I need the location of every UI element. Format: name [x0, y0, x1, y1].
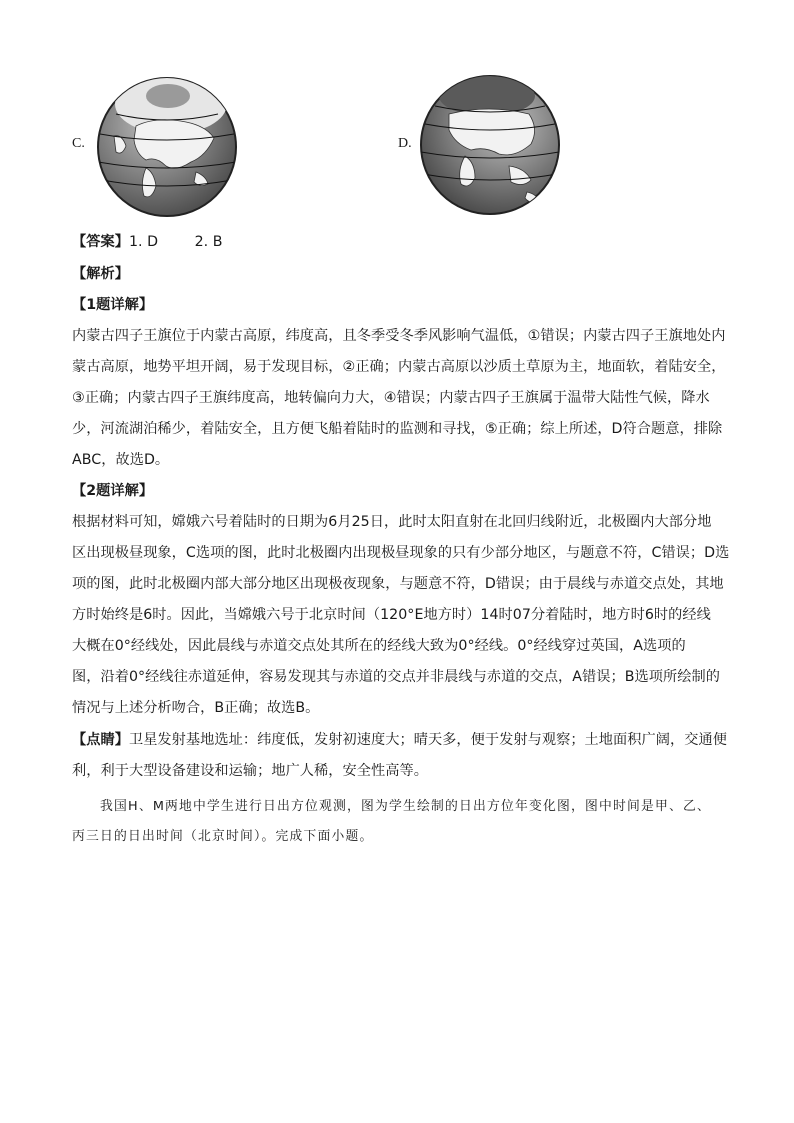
q1-line-1: 内蒙古四子王旗位于内蒙古高原，纬度高，且冬季受冬季风影响气温低，①错误；内蒙古四子王旗地处内	[72, 328, 726, 344]
q2-line-4: 方时始终是6时。因此，当嫦娥六号于北京时间（120°E地方时）14时07分着陆时，地方时6时的经线	[72, 607, 711, 623]
answer-line	[72, 232, 223, 252]
q2-line-5: 大概在0°经线处，因此晨线与赤道交点处其所在的经线大致为0°经线。0°经线穿过英国，A选项的	[72, 638, 686, 654]
q2-line-2: 区出现极昼现象，C选项的图，此时北极圈内出现极昼现象的只有少部分地区，与题意不符，C错误；D选	[72, 545, 730, 561]
analysis-heading: 【解析】	[72, 266, 129, 282]
intro-line-2: 丙三日的日出时间（北京时间）。完成下面小题。	[72, 829, 374, 844]
q1-line-5: ABC，故选D。	[72, 452, 170, 468]
answer-text: 1. D 2. B	[128, 234, 223, 250]
dianjing-tag: 【点睛】	[72, 732, 129, 748]
option-d-label: D.	[398, 136, 412, 151]
q1-line-2: 蒙古高原，地势平坦开阔，易于发现目标，②正确；内蒙古高原以沙质土草原为主，地面软，着陆安全，	[72, 359, 726, 375]
globe-d-image	[419, 74, 561, 216]
q2-line-1: 根据材料可知，嫦娥六号着陆时的日期为6月25日，此时太阳直射在北回归线附近，北极圈内大部分地	[72, 514, 712, 530]
q2-line-6: 图，沿着0°经线往赤道延伸，容易发现其与赤道的交点并非晨线与赤道的交点，A错误；B选项所绘制的	[72, 669, 720, 685]
q2-line-3: 项的图，此时北极圈内部大部分地区出现极夜现象，与题意不符，D错误；由于晨线与赤道交点处，其地	[72, 576, 724, 592]
q1-heading: 【1题详解】	[72, 297, 154, 313]
option-c-label: C.	[72, 136, 85, 151]
globe-c-image	[96, 76, 238, 218]
q2-heading: 【2题详解】	[72, 483, 154, 499]
answer-tag: 【答案】	[72, 234, 129, 250]
dianjing-line-2: 利，利于大型设备建设和运输；地广人稀，安全性高等。	[72, 763, 428, 779]
dianjing-text-1: 卫星发射基地选址：纬度低，发射初速度大；晴天多，便于发射与观察；土地面积广阔，交通便	[128, 732, 727, 748]
q1-line-3: ③正确；内蒙古四子王旗纬度高，地转偏向力大，④错误；内蒙古四子王旗属于温带大陆性气候，降水	[72, 390, 710, 406]
q2-line-7: 情况与上述分析吻合，B正确；故选B。	[72, 700, 320, 716]
q1-line-4: 少，河流湖泊稀少，着陆安全，且方便飞船着陆时的监测和寻找，⑤正确；综上所述，D符合题意，排除	[72, 421, 723, 437]
dianjing-line-1	[72, 730, 727, 750]
intro-line-1: 我国H、M两地中学生进行日出方位观测，图为学生绘制的日出方位年变化图，图中时间是甲、乙、	[100, 799, 711, 814]
